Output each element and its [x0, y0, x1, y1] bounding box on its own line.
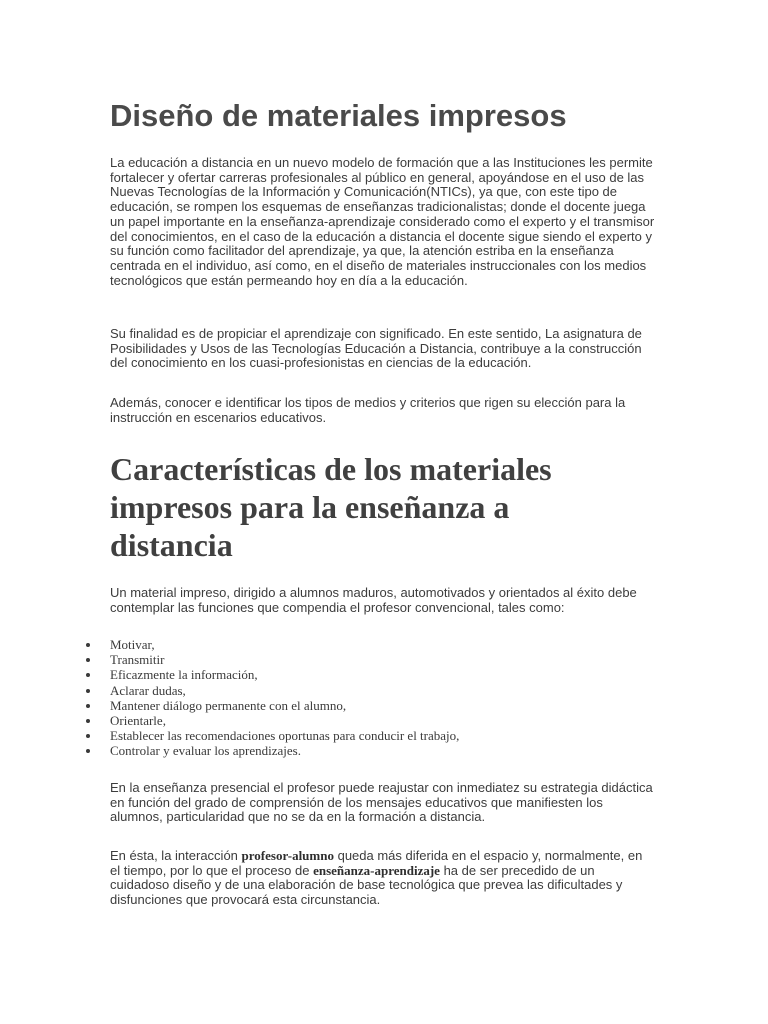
bullet-icon	[86, 673, 90, 677]
bullet-icon	[86, 719, 90, 723]
bullet-icon	[86, 658, 90, 662]
interaction-paragraph: En ésta, la interacción profesor-alumno queda más diferida en el espacio y, normalmente, en el tiempo, por lo que el proceso de enseñanza-aprendizaje ha de ser precedido de un cuidadoso diseño y de una elaboración de base tecnológica que prevea las dificultades y disfunciones que provocará esta circunstancia.	[110, 848, 643, 908]
additional-paragraph: Además, conocer e identificar los tipos de medios y criterios que rigen su elección para la instrucción en escenarios educativos.	[110, 395, 626, 425]
functions-list	[86, 637, 566, 759]
list-item: Establecer las recomendaciones oportunas para conducir el trabajo,	[86, 728, 566, 743]
purpose-paragraph: Su finalidad es de propiciar el aprendizaje con significado. En este sentido, La asignatura de Posibilidades y Usos de las Tecnologías Educación a Distancia, contribuye a la construcción del conocimiento en los cuasi-profesionistas en ciencias de la educación.	[110, 326, 642, 371]
functions-intro-paragraph: Un material impreso, dirigido a alumnos maduros, automotivados y orientados al éxito debe contemplar las funciones que compendia el profesor convencional, tales como:	[110, 585, 637, 615]
section-heading: Características de los materiales impresos para la enseñanza a distancia	[110, 451, 552, 563]
list-item: Mantener diálogo permanente con el alumno,	[86, 698, 566, 713]
page-title: Diseño de materiales impresos	[110, 98, 567, 133]
bold-term-ensenanza-aprendizaje: enseñanza-aprendizaje	[313, 862, 440, 878]
bullet-icon	[86, 643, 90, 647]
list-item: Aclarar dudas,	[86, 683, 566, 698]
list-item: Orientarle,	[86, 713, 566, 728]
bullet-icon	[86, 749, 90, 753]
intro-paragraph: La educación a distancia en un nuevo modelo de formación que a las Instituciones les permite fortalecer y ofertar carreras profesionales al público en general, apoyándose en el uso de las Nuevas Tecnologías de la Información y Comunicación(NTICs), ya que, con este tipo de educación, se rompen los esquemas de enseñanzas tradicionalistas; donde el docente juega un papel importante en la enseñanza-aprendizaje considerado como el experto y el transmisor del conocimientos, en el caso de la educación a distancia el docente sigue siendo el experto y su función como facilitador del aprendizaje, ya que, la atención estriba en la enseñanza centrada en el individuo, así como, en el diseño de materiales instruccionales con los medios tecnológicos que están permeando hoy en día a la educación.	[110, 155, 655, 288]
bullet-icon	[86, 689, 90, 693]
presencial-paragraph: En la enseñanza presencial el profesor puede reajustar con inmediatez su estrategia didáctica en función del grado de comprensión de los mensajes educativos que manifiesten los alumnos, particularidad que no se da en la formación a distancia.	[110, 780, 653, 825]
list-item: Motivar,	[86, 637, 566, 652]
list-item: Transmitir	[86, 652, 566, 667]
bullet-icon	[86, 704, 90, 708]
bullet-icon	[86, 734, 90, 738]
list-item: Controlar y evaluar los aprendizajes.	[86, 743, 566, 758]
bold-term-profesor-alumno: profesor-alumno	[241, 848, 334, 863]
list-item: Eficazmente la información,	[86, 667, 566, 682]
